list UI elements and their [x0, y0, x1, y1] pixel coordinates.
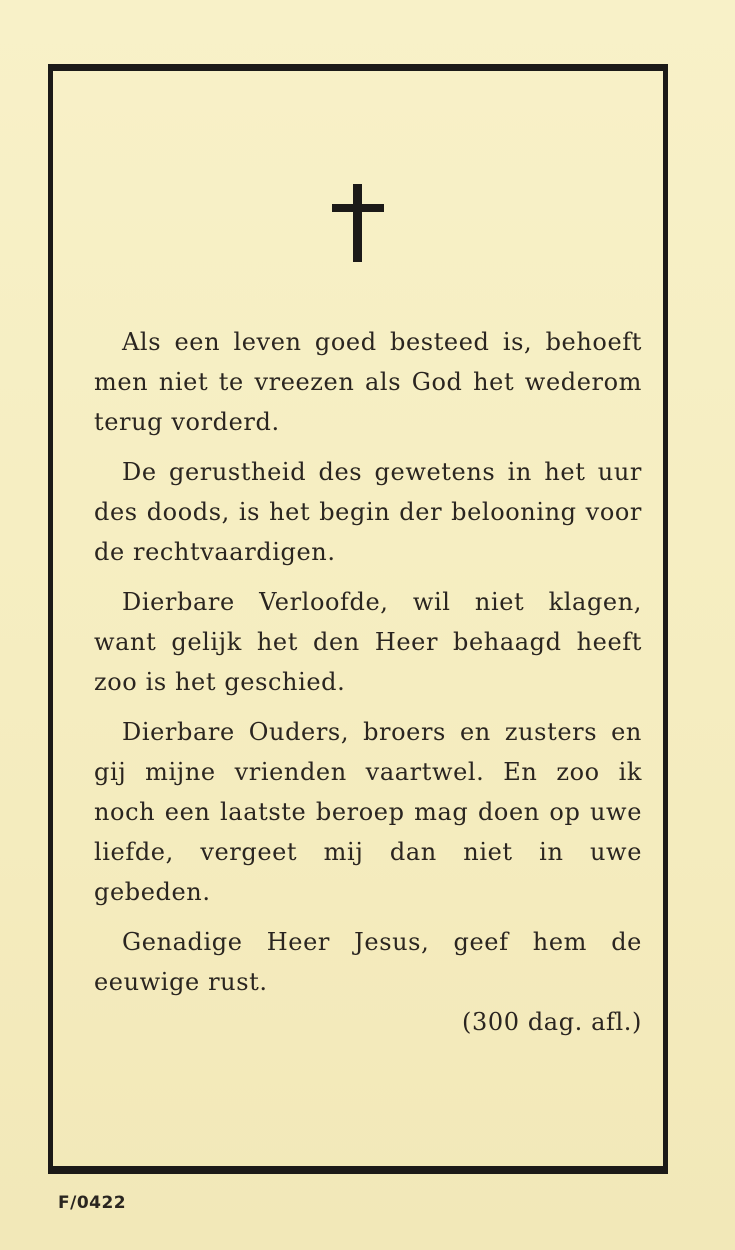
paragraph-4: Dierbare Ouders, broers en zusters en gij mijne vrienden vaartwel. En zoo ik noch een laatste beroep mag doen op uwe liefde, vergeet mij dan niet in uwe gebeden.: [94, 718, 642, 906]
latin-cross-icon: [332, 184, 384, 262]
paragraph-5: Genadige Heer Jesus, geef hem de eeuwige rust.: [94, 928, 642, 996]
prayer-text: [94, 322, 642, 1042]
paragraph-3: Dierbare Verloofde, wil niet klagen, want gelijk het den Heer behaagd heeft zoo is het geschied.: [94, 588, 642, 696]
indulgence-note: (300 dag. afl.): [462, 1008, 642, 1036]
catalog-number: F/0422: [58, 1193, 127, 1213]
paragraph-1: Als een leven goed besteed is, behoeft men niet te vreezen als God het wederom terug vorderd.: [94, 328, 642, 436]
paragraph-2: De gerustheid des gewetens in het uur des doods, is het begin der belooning voor de rechtvaardigen.: [94, 458, 642, 566]
